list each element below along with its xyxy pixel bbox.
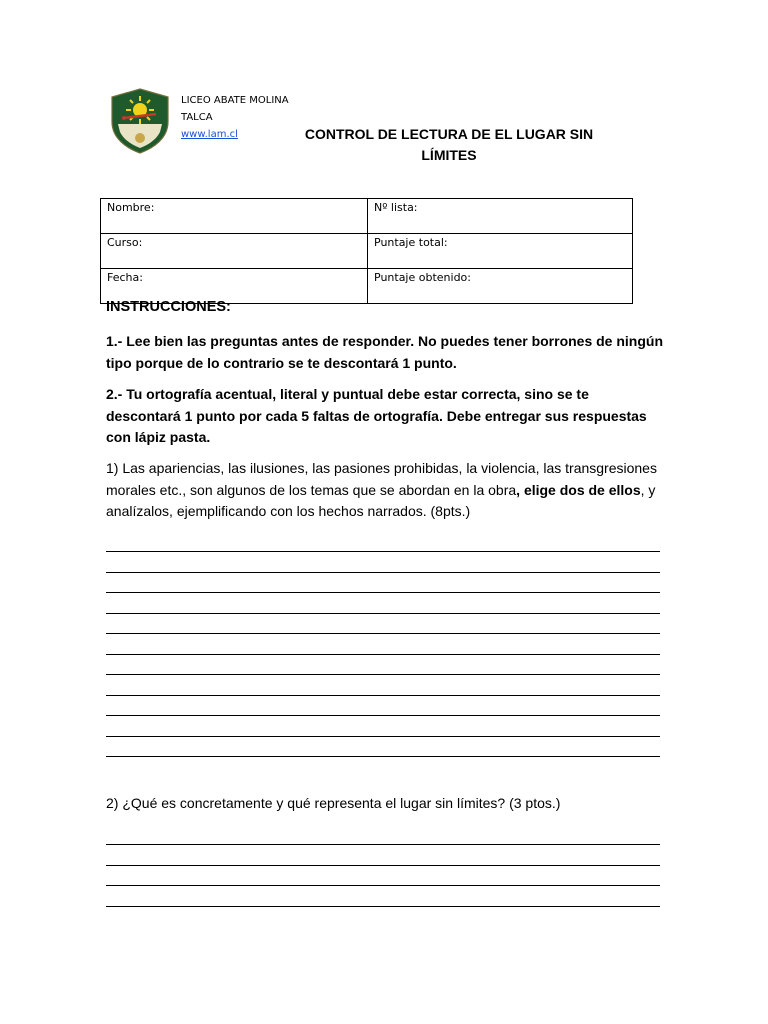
obtained-score-field[interactable]: Puntaje obtenido:	[368, 269, 633, 304]
instruction-item-2: 2.- Tu ortografía acentual, literal y puntual debe estar correcta, sino se te descontará 1 punto por cada 5 faltas de ortografía. Debe entregar sus respuestas con lápiz pasta.	[106, 386, 647, 445]
student-info-table	[100, 198, 633, 304]
table-row	[101, 199, 633, 234]
question-1-emphasis: elige dos de ellos	[523, 481, 641, 498]
answer-line[interactable]	[106, 736, 660, 737]
table-row	[101, 234, 633, 269]
answer-line[interactable]	[106, 674, 660, 675]
course-field[interactable]: Curso:	[101, 234, 368, 269]
answer-line[interactable]	[106, 572, 660, 573]
answer-line[interactable]	[106, 613, 660, 614]
instructions-heading: INSTRUCCIONES:	[106, 299, 231, 315]
question-1-comma: ,	[516, 481, 521, 498]
answer-line[interactable]	[106, 756, 660, 757]
answer-line[interactable]	[106, 715, 660, 716]
answer-line[interactable]	[106, 844, 660, 845]
school-crest-icon	[110, 88, 170, 154]
name-field[interactable]: Nombre:	[101, 199, 368, 234]
list-number-field[interactable]: Nº lista:	[368, 199, 633, 234]
document-title: CONTROL DE LECTURA DE EL LUGAR SIN LÍMITES	[304, 126, 594, 163]
date-field[interactable]: Fecha:	[101, 269, 368, 304]
school-website-link[interactable]: www.lam.cl	[181, 129, 238, 140]
answer-line[interactable]	[106, 551, 660, 552]
total-score-field[interactable]: Puntaje total:	[368, 234, 633, 269]
question-1-text: 1) Las apariencias, las ilusiones, las pasiones prohibidas, la violencia, las transgresiones morales etc., son algunos de los temas que se abordan en la obra	[106, 460, 657, 498]
school-city: TALCA	[181, 112, 213, 123]
school-info	[181, 92, 289, 143]
answer-line[interactable]	[106, 906, 660, 907]
question-2: 2) ¿Qué es concretamente y qué representa el lugar sin límites? (3 ptos.)	[106, 795, 561, 811]
question-1-text-end: , y analízalos, ejemplificando con los hechos narrados. (8pts.)	[106, 481, 656, 519]
answer-line[interactable]	[106, 865, 660, 866]
answer-line[interactable]	[106, 654, 660, 655]
answer-line[interactable]	[106, 695, 660, 696]
instruction-item-1: 1.- Lee bien las preguntas antes de responder. No puedes tener borrones de ningún tipo porque de lo contrario se te descontará 1 punto.	[106, 333, 664, 371]
school-name: LICEO ABATE MOLINA	[181, 95, 289, 106]
answer-line[interactable]	[106, 592, 660, 593]
question-1	[106, 458, 666, 523]
answer-line[interactable]	[106, 633, 660, 634]
answer-line[interactable]	[106, 885, 660, 886]
